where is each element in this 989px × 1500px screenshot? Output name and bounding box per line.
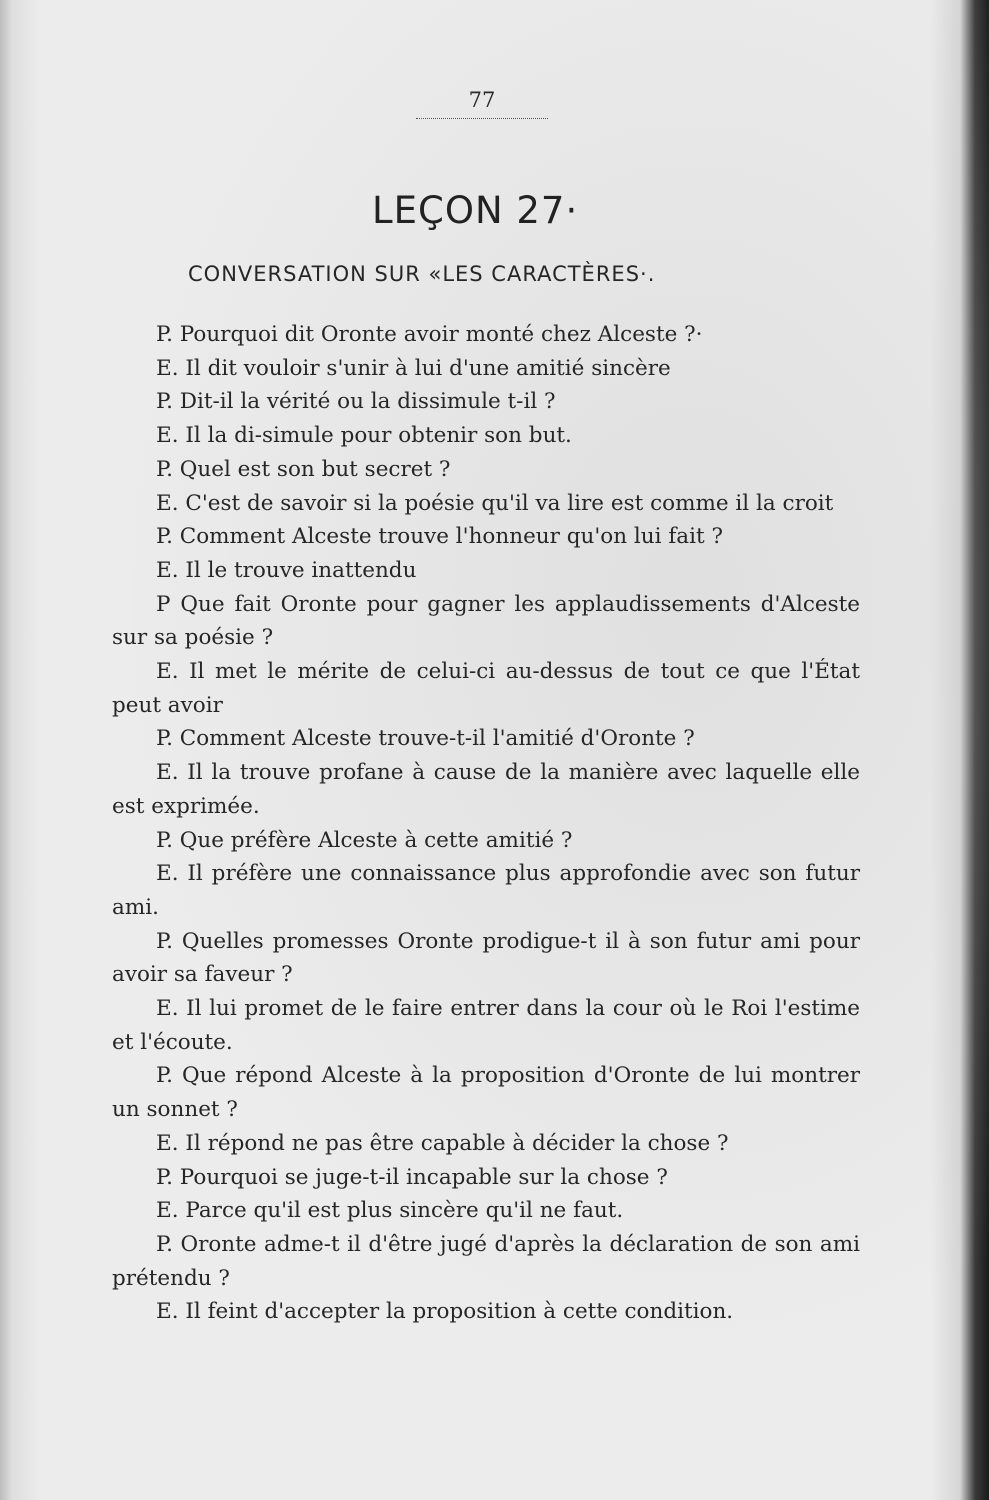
dialogue-line: P. Comment Alceste trouve l'honneur qu'on lui fait ? (156, 524, 723, 550)
dialogue-line: E. Parce qu'il est plus sincère qu'il ne faut. (156, 1198, 624, 1224)
dialogue-line: P. Que répond Alceste à la proposition d'Oronte de lui montrer un sonnet ? (112, 1063, 860, 1123)
dialogue-line: E. Il dit vouloir s'unir à lui d'une amitié sincère (156, 355, 671, 381)
dialogue-line: E. C'est de savoir si la poésie qu'il va lire est comme il la croit (156, 490, 834, 516)
dialogue-line: P. Que préfère Alceste à cette amitié ? (156, 827, 573, 853)
page-spine-edge (0, 0, 12, 1500)
dialogue-line: E. Il le trouve inattendu (156, 557, 417, 583)
dialogue-line: P. Comment Alceste trouve-t-il l'amitié d'Oronte ? (156, 726, 695, 752)
lesson-title: LEÇON 27· (372, 189, 579, 232)
dialogue-line: E. Il la trouve profane à cause de la manière avec laquelle elle est exprimée. (112, 760, 860, 819)
dialogue-line: P Que fait Oronte pour gagner les applaudissements d'Alceste sur sa poésie ? (112, 591, 860, 651)
dialogue-line: P. Quelles promesses Oronte prodigue-t il à son futur ami pour avoir sa faveur ? (112, 928, 860, 988)
dialogue-line: E. Il met le mérite de celui-ci au-dessus de tout ce que l'État peut avoir (112, 659, 860, 718)
dialogue-line: P. Pourquoi se juge-t-il incapable sur la chose ? (156, 1164, 668, 1190)
dialogue-line: P. Pourquoi dit Oronte avoir monté chez Alceste ?· (156, 322, 703, 347)
dialogue-line: E. Il lui promet de le faire entrer dans la cour où le Roi l'estime et l'écoute. (112, 996, 860, 1055)
page-number: 77 (416, 88, 548, 119)
dialogue-line: P. Dit-il la vérité ou la dissimule t-il ? (156, 389, 556, 415)
lesson-subtitle: CONVERSATION SUR «LES CARACTÈRES·. (188, 262, 656, 286)
dialogue-line: E. Il la di-simule pour obtenir son but. (156, 423, 572, 449)
dialogue-line: P. Quel est son but secret ? (156, 456, 451, 482)
dialogue-line: E. Il répond ne pas être capable à décider la chose ? (156, 1130, 729, 1156)
dialogue-line: E. Il préfère une connaissance plus approfondie avec son futur ami. (112, 861, 860, 920)
dialogue-body (112, 318, 860, 1329)
dialogue-line: P. Oronte adme-t il d'être jugé d'après la déclaration de son ami prétendu ? (112, 1231, 860, 1291)
dialogue-line: E. Il feint d'accepter la proposition à cette condition. (156, 1299, 734, 1325)
